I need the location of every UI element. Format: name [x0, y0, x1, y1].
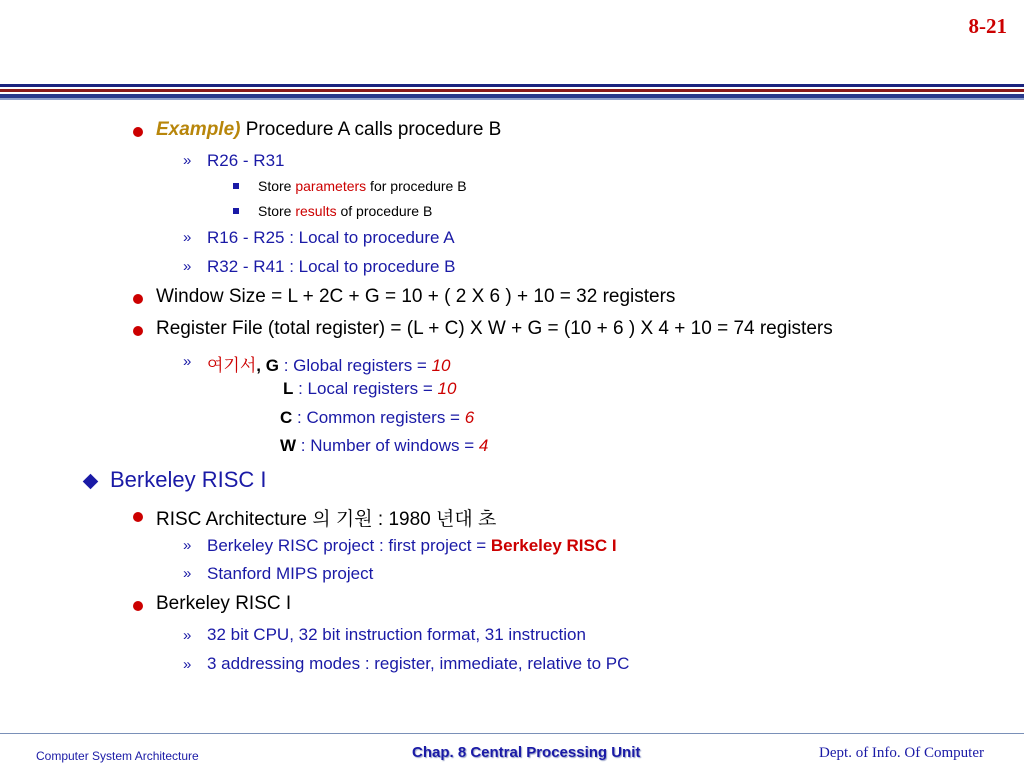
- c-letter: C: [280, 408, 293, 427]
- store-results-line: Store results of procedure B: [258, 203, 433, 219]
- w-letter: W: [280, 436, 297, 455]
- footer-right: Dept. of Info. Of Computer: [819, 745, 984, 761]
- windows-count-line: W : Number of windows = 4: [280, 436, 489, 455]
- common-registers-line: C : Common registers = 6: [280, 408, 475, 427]
- page-number: 8-21: [968, 14, 1007, 38]
- berkeley-risc-i-highlight: Berkeley RISC I: [490, 536, 617, 555]
- footer-center: Chap. 8 Central Processing Unit: [412, 744, 641, 761]
- example-text: Procedure A calls procedure B: [240, 119, 502, 140]
- double-angle-bullet-icon: »: [183, 656, 192, 673]
- cpu-spec-line: 32 bit CPU, 32 bit instruction format, 31 instruction: [207, 625, 586, 644]
- here-text: 여기서: [207, 356, 257, 375]
- double-angle-bullet-icon: »: [183, 353, 192, 370]
- footer-rule: [0, 733, 1024, 734]
- addressing-line: 3 addressing modes : register, immediate, relative to PC: [207, 654, 630, 673]
- store-parameters-line: Store parameters for procedure B: [258, 178, 467, 194]
- berkeley-project-line: Berkeley RISC project : first project = Berkeley RISC I: [207, 536, 617, 555]
- l-letter: L: [283, 379, 294, 398]
- red-dot-bullet-icon: [133, 512, 143, 522]
- double-angle-bullet-icon: »: [183, 229, 192, 246]
- results-text: results: [295, 203, 337, 219]
- g-letter: G: [265, 356, 279, 375]
- berkeley-heading: Berkeley RISC I: [110, 467, 267, 492]
- footer-left: Computer System Architecture: [36, 749, 199, 763]
- berkeley-sub-line: Berkeley RISC I: [156, 593, 292, 614]
- double-angle-bullet-icon: »: [183, 627, 192, 644]
- red-dot-bullet-icon: [133, 127, 143, 137]
- blue-square-bullet-icon: [233, 208, 239, 214]
- w-value: 4: [478, 436, 489, 455]
- r26-line: R26 - R31: [207, 151, 285, 170]
- register-file-line: Register File (total register) = (L + C) X W + G = (10 + 6 ) X 4 + 10 = 74 registers: [156, 318, 833, 339]
- red-dot-bullet-icon: [133, 326, 143, 336]
- l-value: 10: [437, 379, 457, 398]
- blue-diamond-bullet-icon: [83, 474, 99, 490]
- example-label: Example): [156, 119, 241, 140]
- r16-line: R16 - R25 : Local to procedure A: [207, 228, 455, 247]
- red-dot-bullet-icon: [133, 601, 143, 611]
- example-line: [156, 119, 501, 141]
- global-registers-line: 여기서, G : Global registers = 10: [207, 356, 451, 375]
- risc-origin-line: RISC Architecture 의 기원 : 1980 년대 초: [156, 509, 497, 530]
- red-dot-bullet-icon: [133, 294, 143, 304]
- r32-line: R32 - R41 : Local to procedure B: [207, 257, 456, 276]
- double-angle-bullet-icon: »: [183, 258, 192, 275]
- parameters-text: parameters: [295, 178, 367, 194]
- c-value: 6: [464, 408, 475, 427]
- window-size-line: Window Size = L + 2C + G = 10 + ( 2 X 6 ) + 10 = 32 registers: [156, 286, 676, 307]
- blue-square-bullet-icon: [233, 183, 239, 189]
- double-angle-bullet-icon: »: [183, 152, 192, 169]
- double-angle-bullet-icon: »: [183, 537, 192, 554]
- double-angle-bullet-icon: »: [183, 565, 192, 582]
- stanford-line: Stanford MIPS project: [207, 564, 374, 583]
- g-value: 10: [431, 356, 451, 375]
- header-rules: [0, 84, 1024, 100]
- local-registers-line: L : Local registers = 10: [283, 379, 457, 398]
